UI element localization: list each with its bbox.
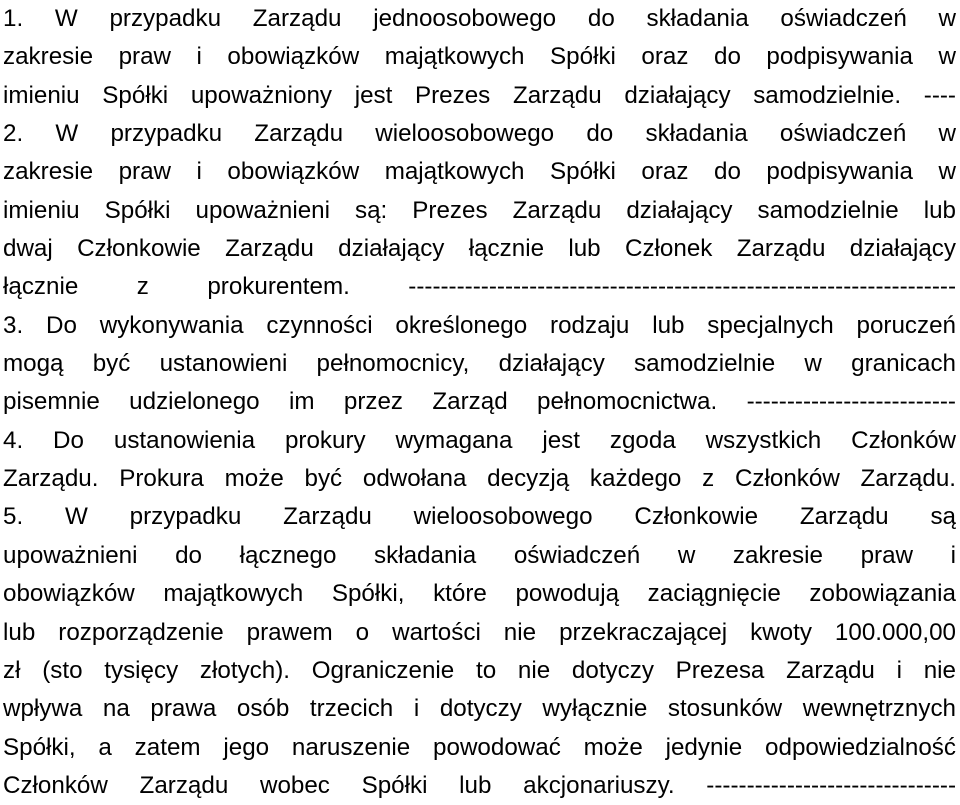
line-text: lub rozporządzenie prawem o wartości nie przekraczającej kwoty 100.000,00 [3, 618, 956, 646]
text-line [3, 460, 956, 498]
line-text: 3. Do wykonywania czynności określonego rodzaju lub specjalnych poruczeń [3, 311, 956, 339]
text-line [3, 422, 956, 460]
line-text: imieniu Spółki upoważniony jest Prezes Zarządu działający samodzielnie. ---- [3, 81, 956, 109]
line-text: zł (sto tysięcy złotych). Ograniczenie to nie dotyczy Prezesa Zarządu i nie [3, 656, 956, 684]
line-text: pisemnie udzielonego im przez Zarząd pełnomocnictwa. -------------------------- [3, 388, 956, 416]
text-line [3, 729, 956, 767]
line-text: imieniu Spółki upoważnieni są: Prezes Zarządu działający samodzielnie lub [3, 196, 956, 224]
line-text: wpływa na prawa osób trzecich i dotyczy wyłącznie stosunków wewnętrznych [3, 695, 956, 723]
document-body [3, 0, 956, 805]
text-line [3, 153, 956, 191]
text-line [3, 767, 956, 805]
text-line [3, 614, 956, 652]
text-line [3, 192, 956, 230]
text-line [3, 77, 956, 115]
line-text: 1. W przypadku Zarządu jednoosobowego do składania oświadczeń w [3, 5, 956, 32]
line-text: mogą być ustanowieni pełnomocnicy, działający samodzielnie w granicach [3, 350, 956, 378]
text-line [3, 0, 956, 38]
text-line [3, 652, 956, 690]
text-line [3, 115, 956, 153]
text-line [3, 575, 956, 613]
line-text: dwaj Członkowie Zarządu działający łącznie lub Członek Zarządu działający [3, 235, 956, 263]
line-text: zakresie praw i obowiązków majątkowych Spółki oraz do podpisywania w [3, 43, 956, 71]
line-text: obowiązków majątkowych Spółki, które powodują zaciągnięcie zobowiązania [3, 580, 956, 608]
line-text: Zarządu. Prokura może być odwołana decyzją każdego z Członków Zarządu. [3, 465, 956, 493]
text-line [3, 307, 956, 345]
text-line [3, 690, 956, 728]
text-line [3, 230, 956, 268]
text-line [3, 383, 956, 421]
line-text: Członków Zarządu wobec Spółki lub akcjonariuszy. ------------------------------- [3, 771, 956, 799]
line-text: zakresie praw i obowiązków majątkowych Spółki oraz do podpisywania w [3, 158, 956, 186]
line-text: 4. Do ustanowienia prokury wymagana jest zgoda wszystkich Członków [3, 426, 956, 454]
line-text: 2. W przypadku Zarządu wieloosobowego do składania oświadczeń w [3, 120, 956, 148]
text-line [3, 268, 956, 306]
text-line [3, 345, 956, 383]
text-line [3, 498, 956, 536]
line-text: Spółki, a zatem jego naruszenie powodować może jedynie odpowiedzialność [3, 733, 956, 761]
line-text: łącznie z prokurentem. -------------------------------------------------------------------- [3, 273, 956, 301]
line-text: 5. W przypadku Zarządu wieloosobowego Członkowie Zarządu są [3, 503, 956, 531]
text-line [3, 537, 956, 575]
line-text: upoważnieni do łącznego składania oświadczeń w zakresie praw i [3, 541, 956, 569]
text-line [3, 38, 956, 76]
